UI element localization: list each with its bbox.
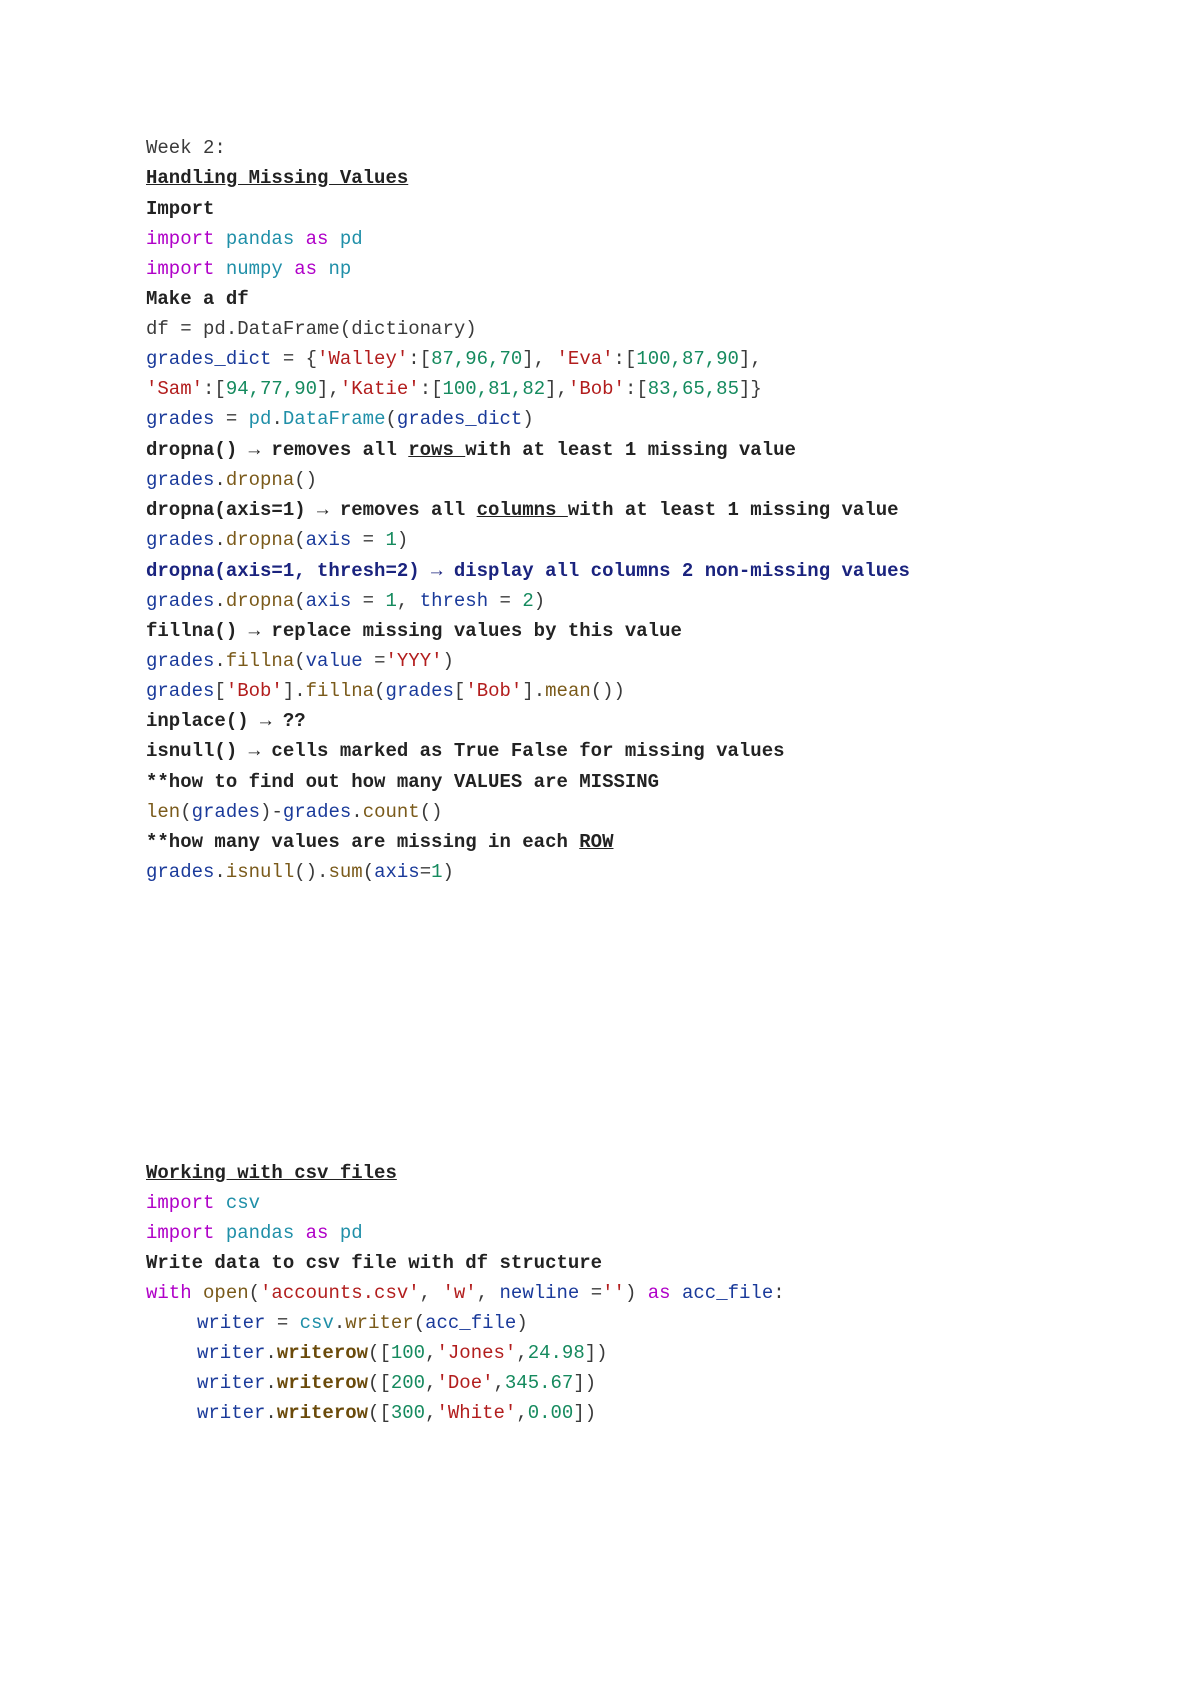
fillna-description: fillna() → replace missing values by this value — [146, 620, 682, 642]
code-len-count: len(grades)-grades.count() — [146, 801, 443, 823]
missing-count-description: **how to find out how many VALUES are MISSING — [146, 771, 660, 793]
code-grades-dict-line2: 'Sam':[94,77,90],'Katie':[100,81,82],'Bob':[83,65,85]} — [146, 378, 762, 400]
make-df-label: Make a df — [146, 288, 249, 310]
write-csv-label: Write data to csv file with df structure — [146, 1252, 603, 1274]
code-fillna-mean: grades['Bob'].fillna(grades['Bob'].mean()) — [146, 680, 625, 702]
week-label: Week 2: — [146, 137, 226, 159]
heading-handling-missing-values: Handling Missing Values — [146, 167, 409, 189]
isnull-description: isnull() → cells marked as True False for missing values — [146, 740, 785, 762]
dropna-description: dropna() → removes all rows with at least 1 missing value — [146, 439, 796, 461]
code-with-open: with open('accounts.csv', 'w', newline ='') as acc_file: — [146, 1282, 785, 1304]
code-fillna-value: grades.fillna(value ='YYY') — [146, 650, 454, 672]
dropna-axis-description: dropna(axis=1) → removes all columns with at least 1 missing value — [146, 499, 899, 521]
code-dropna: grades.dropna() — [146, 469, 318, 491]
code-writerow-3: writer.writerow([300,'White',0.00]) — [197, 1402, 597, 1424]
code-grades-dict-line1: grades_dict = {'Walley':[87,96,70], 'Eva':[100,87,90], — [146, 348, 762, 370]
code-writerow-1: writer.writerow([100,'Jones',24.98]) — [197, 1342, 608, 1364]
dropna-thresh-description: dropna(axis=1, thresh=2) → display all columns 2 non-missing values — [146, 560, 910, 582]
missing-per-row-description: **how many values are missing in each ROW — [146, 831, 614, 853]
code-import-pandas-2: import pandas as pd — [146, 1222, 363, 1244]
code-import-csv: import csv — [146, 1192, 261, 1214]
code-isnull-sum: grades.isnull().sum(axis=1) — [146, 861, 454, 883]
code-grades-dataframe: grades = pd.DataFrame(grades_dict) — [146, 408, 534, 430]
code-import-pandas: import pandas as pd — [146, 228, 363, 250]
code-dropna-axis: grades.dropna(axis = 1) — [146, 529, 409, 551]
inplace-description: inplace() → ?? — [146, 710, 306, 732]
code-import-numpy: import numpy as np — [146, 258, 352, 280]
import-label: Import — [146, 198, 215, 220]
code-writer-assign: writer = csv.writer(acc_file) — [197, 1312, 528, 1334]
code-dropna-thresh: grades.dropna(axis = 1, thresh = 2) — [146, 590, 546, 612]
code-df-dictionary: df = pd.DataFrame(dictionary) — [146, 318, 477, 340]
heading-working-with-csv: Working with csv files — [146, 1162, 397, 1184]
code-writerow-2: writer.writerow([200,'Doe',345.67]) — [197, 1372, 597, 1394]
